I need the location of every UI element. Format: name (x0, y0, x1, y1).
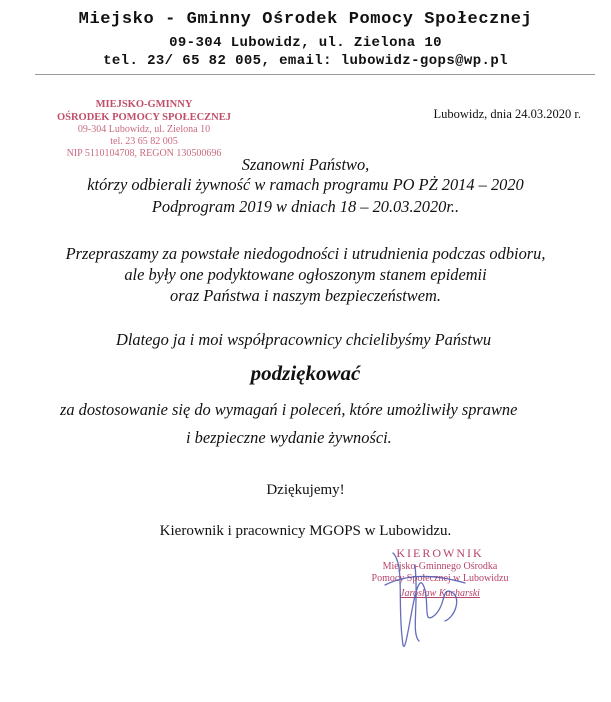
greeting-line-3: Podprogram 2019 w dniach 18 – 20.03.2020r.. (151, 197, 460, 216)
stamp-line-1: MIEJSKO-GMINNY (95, 99, 193, 110)
thanks-line-1: Dlatego ja i moi współpracownicy chcielibyśmy Państwu (116, 330, 492, 349)
office-stamp (44, 98, 244, 160)
header-divider (35, 74, 595, 75)
closing-text: Dziękujemy! (266, 482, 345, 498)
organization-address: 09-304 Lubowidz, ul. Zielona 10 (169, 35, 442, 51)
thanks-emphasis: podziękować (250, 361, 361, 385)
thanks-line-3: i bezpieczne wydanie żywności. (186, 428, 392, 447)
stamp-line-3: 09-304 Lubowidz, ul. Zielona 10 (77, 124, 211, 135)
handwritten-signature (375, 545, 470, 655)
stamp-line-5: NIP 5110104708, REGON 130500696 (66, 148, 222, 159)
seal-title: KIEROWNIK (396, 546, 484, 560)
thanks-line-2: za dostosowanie się do wymagań i poleceń, które umożliwiły sprawne (60, 400, 518, 419)
stamp-line-2: OŚRODEK POMOCY SPOŁECZNEJ (56, 112, 232, 123)
greeting-line-1: Szanowni Państwo, (241, 155, 370, 174)
organization-title: Miejsko - Gminny Ośrodek Pomocy Społecznej (78, 10, 533, 29)
signature-text: Kierownik i pracownicy MGOPS w Lubowidzu. (159, 523, 452, 539)
greeting-line-2: którzy odbierali żywność w ramach programu PO PŻ 2014 – 2020 (87, 175, 524, 194)
seal-name: Jarosław Kucharski (400, 588, 480, 599)
stamp-line-4: tel. 23 65 82 005 (110, 136, 178, 147)
apology-line-3: oraz Państwa i naszym bezpieczeństwem. (170, 286, 441, 305)
organization-contact: tel. 23/ 65 82 005, email: lubowidz-gops@wp.pl (103, 53, 508, 69)
letter-date: Lubowidz, dnia 24.03.2020 r. (433, 107, 581, 121)
apology-line-2: ale były one podyktowane ogłoszonym stanem epidemii (124, 265, 487, 284)
seal-line-2: Pomocy Społecznej w Lubowidzu (371, 573, 509, 584)
apology-line-1: Przepraszamy za powstałe niedogodności i utrudnienia podczas odbioru, (65, 244, 546, 263)
seal-line-1: Miejsko-Gminnego Ośrodka (382, 561, 498, 572)
